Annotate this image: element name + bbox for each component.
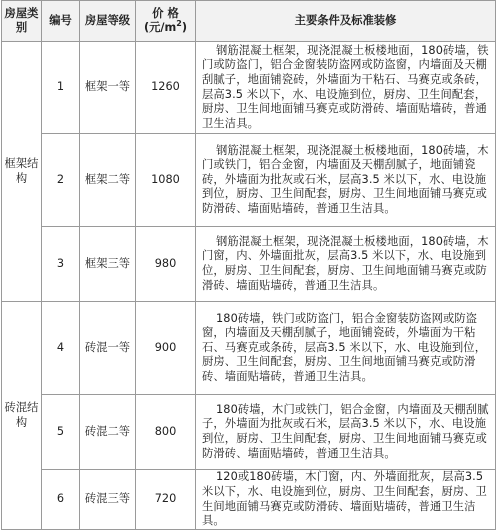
row-grade: 砖混二等 bbox=[80, 395, 136, 470]
row-price: 980 bbox=[136, 227, 196, 302]
table-row bbox=[2, 395, 496, 470]
category-cell-frame: 框架结构 bbox=[2, 42, 42, 302]
header-grade: 房屋等级 bbox=[80, 1, 136, 42]
row-price: 720 bbox=[136, 470, 196, 530]
table-row bbox=[2, 470, 496, 530]
table-row bbox=[2, 134, 496, 227]
row-description: 180砖墙，铁门或防盗门，铝合金窗装防盗网或防盗窗，内墙面及天棚刮腻子，地面铺瓷砖，外墙面为干粘石、马赛克或条砖，层高3.5 米以下，水、电设施到位，厨房、卫生间配套，厨房、卫生间地面铺马赛克或防滑砖、墙面贴墙砖，普通卫生洁具。 bbox=[196, 302, 496, 395]
row-description: 钢筋混凝土框架，现浇混凝土板楼地面，180砖墙，木门窗，内、外墙面批灰，层高3.5 米以下，水、电设施到位，厨房、卫生间配套，厨房、卫生间地面铺马赛克或防滑砖、墙面贴墙砖，普通卫生洁具。 bbox=[196, 227, 496, 302]
table-row bbox=[2, 42, 496, 134]
row-number: 5 bbox=[42, 395, 80, 470]
row-price: 1260 bbox=[136, 42, 196, 134]
header-price-line1: 价 格 bbox=[152, 7, 179, 20]
row-price: 800 bbox=[136, 395, 196, 470]
row-price: 1080 bbox=[136, 134, 196, 227]
row-description: 钢筋混凝土框架，现浇混凝土板楼地面，180砖墙，木门或铁门，铝合金窗，内墙面及天棚刮腻子，地面铺瓷砖，外墙面为批灰或石米，层高3.5 米以下，水、电设施到位，厨房、卫生间配套，厨房、卫生间地面铺马赛克或防滑砖、墙面贴墙砖，普通卫生洁具。 bbox=[196, 134, 496, 227]
row-number: 6 bbox=[42, 470, 80, 530]
row-grade: 砖混三等 bbox=[80, 470, 136, 530]
row-grade: 框架三等 bbox=[80, 227, 136, 302]
row-description: 180砖墙，木门或铁门，铝合金窗，内墙面及天棚刮腻子，外墙面为批灰或石米，层高3.5 米以下，水、电设施到位，厨房、卫生间配套，厨房、卫生间地面铺马赛克或防滑砖、墙面贴墙砖，普通卫生洁具。 bbox=[196, 395, 496, 470]
table-row bbox=[2, 302, 496, 395]
row-number: 2 bbox=[42, 134, 80, 227]
header-category: 房屋类别 bbox=[2, 1, 42, 42]
header-price-line2: (元$/m^2$) bbox=[143, 19, 188, 34]
category-cell-brick: 砖混结构 bbox=[2, 302, 42, 530]
header-number: 编号 bbox=[42, 1, 80, 42]
row-grade: 砖混一等 bbox=[80, 302, 136, 395]
header-conditions: 主要条件及标准装修 bbox=[196, 1, 496, 42]
table-row bbox=[2, 227, 496, 302]
row-description: 120或180砖墙，木门窗，内、外墙面批灰，层高3.5 米以下，水、电设施到位，厨房、卫生间配套，厨房、卫生间地面铺马赛克或防滑砖、墙面贴墙砖，普通卫生洁具。 bbox=[196, 470, 496, 530]
row-number: 4 bbox=[42, 302, 80, 395]
row-grade: 框架一等 bbox=[80, 42, 136, 134]
header-row bbox=[2, 1, 496, 42]
row-price: 900 bbox=[136, 302, 196, 395]
housing-price-table bbox=[1, 0, 496, 530]
row-grade: 框架二等 bbox=[80, 134, 136, 227]
row-number: 3 bbox=[42, 227, 80, 302]
header-price bbox=[136, 1, 196, 42]
row-description: 钢筋混凝土框架，现浇混凝土板楼地面，180砖墙，铁门或防盗门，铝合金窗装防盗网或防盗窗，内墙面及天棚刮腻子，地面铺瓷砖，外墙面为干粘石、马赛克或条砖，层高3.5 米以下，水、电设施到位，厨房、卫生间配套，厨房、卫生间地面铺马赛克或防滑砖、墙面贴墙砖，普通卫生洁具。 bbox=[196, 42, 496, 134]
row-number: 1 bbox=[42, 42, 80, 134]
